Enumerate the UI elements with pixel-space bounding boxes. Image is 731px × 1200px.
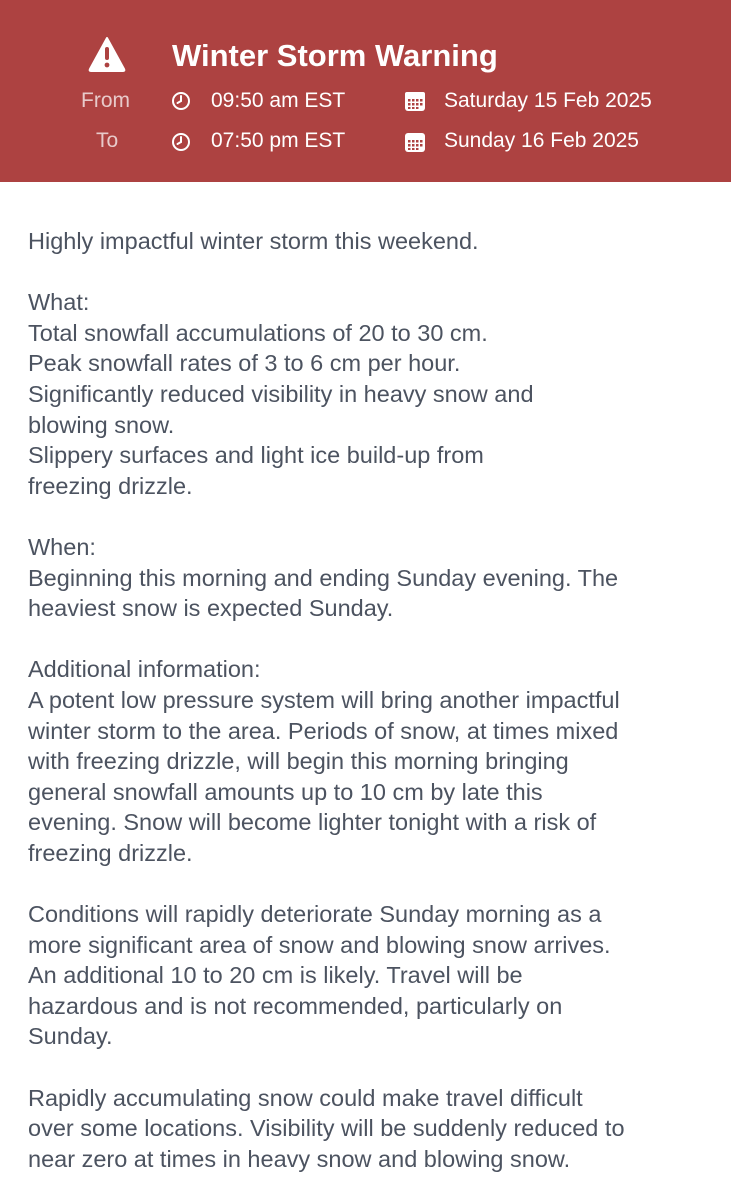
- calendar-icon: [404, 90, 426, 112]
- to-label: To: [96, 129, 119, 152]
- calendar-icon: [404, 131, 426, 153]
- alert-title: Winter Storm Warning: [172, 38, 498, 73]
- clock-icon: [171, 91, 191, 111]
- alert-description: Highly impactful winter storm this weekend. What: Total snowfall accumulations of 20 to 30 cm. Peak snowfall rates of 3 to 6 cm per hour. Significantly reduced visibility in heavy snow and blowing snow. Slippery surfaces and light ice build-up from freezing drizzle. When: Beginning this morning and ending Sunday evening. The heaviest snow is expected Sunday. Additional information: A potent low pressure system will bring another impactful winter storm to the area. Periods of snow, at times mixed with freezing drizzle, will begin this morning bringing general snowfall amounts up to 10 cm by late this evening. Snow will become lighter tonight with a risk of freezing drizzle. Conditions will rapidly deteriorate Sunday morning as a more significant area of snow and blowing snow arrives. An additional 10 to 20 cm is likely. Travel will be hazardous and is not recommended, particularly on Sunday. Rapidly accumulating snow could make travel difficult over some locations. Visibility will be suddenly reduced to near zero at times in heavy snow and blowing snow.: [28, 228, 625, 1172]
- alert-header: [0, 0, 731, 182]
- from-label: From: [81, 89, 130, 112]
- from-time: 09:50 am EST: [211, 89, 346, 112]
- warning-triangle-icon: [88, 36, 126, 72]
- to-date: Sunday 16 Feb 2025: [444, 129, 639, 152]
- to-time: 07:50 pm EST: [211, 129, 346, 152]
- from-date: Saturday 15 Feb 2025: [444, 89, 652, 112]
- clock-icon: [171, 132, 191, 152]
